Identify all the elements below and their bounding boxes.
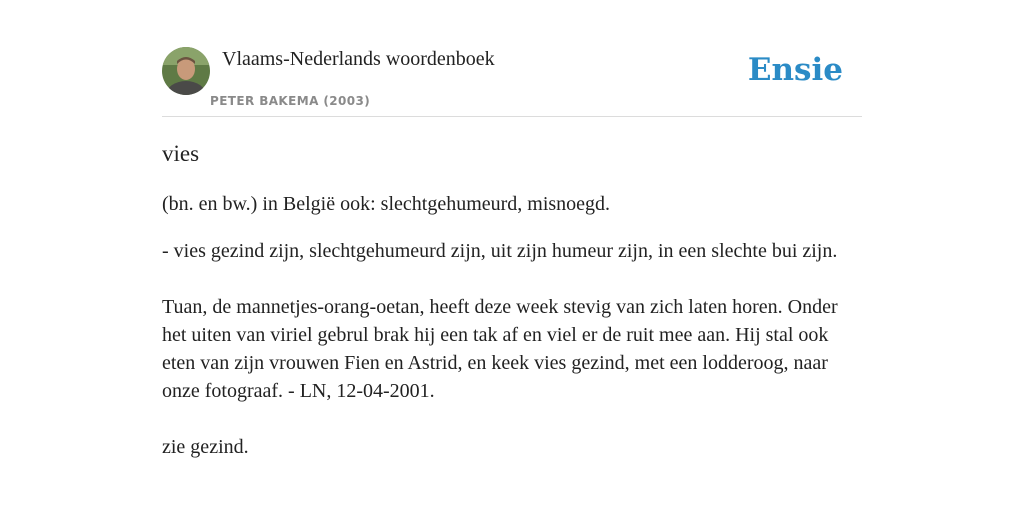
spacer (162, 218, 862, 237)
entry-header (162, 46, 862, 117)
spacer (162, 265, 862, 293)
example-phrase: - vies gezind zijn, slechtgehumeurd zijn, uit zijn humeur zijn, in een slechte bui zijn. (162, 240, 838, 262)
headword: vies (162, 141, 200, 166)
author-photo-icon (162, 47, 210, 95)
dictionary-title[interactable]: Vlaams-Nederlands woordenboek (222, 48, 495, 70)
entry-content (162, 138, 862, 461)
see-also: zie gezind. (162, 436, 249, 458)
definition: (bn. en bw.) in België ook: slechtgehumeurd, misnoegd. (162, 193, 611, 215)
author-name[interactable]: PETER BAKEMA (2003) (210, 94, 371, 108)
author-avatar[interactable] (162, 47, 210, 95)
citation: Tuan, de mannetjes-orang-oetan, heeft deze week stevig van zich laten horen. Onder het uiten van viriel gebrul brak hij een tak af en viel er de ruit mee aan. Hij stal ook eten van zijn vrouwen Fien en Astrid, en keek vies gezind, met een lodderoog, naar onze fotograaf. - LN, 12-04-2001. (162, 296, 838, 402)
spacer (162, 405, 862, 433)
brand-logo[interactable]: Ensie (747, 52, 843, 88)
